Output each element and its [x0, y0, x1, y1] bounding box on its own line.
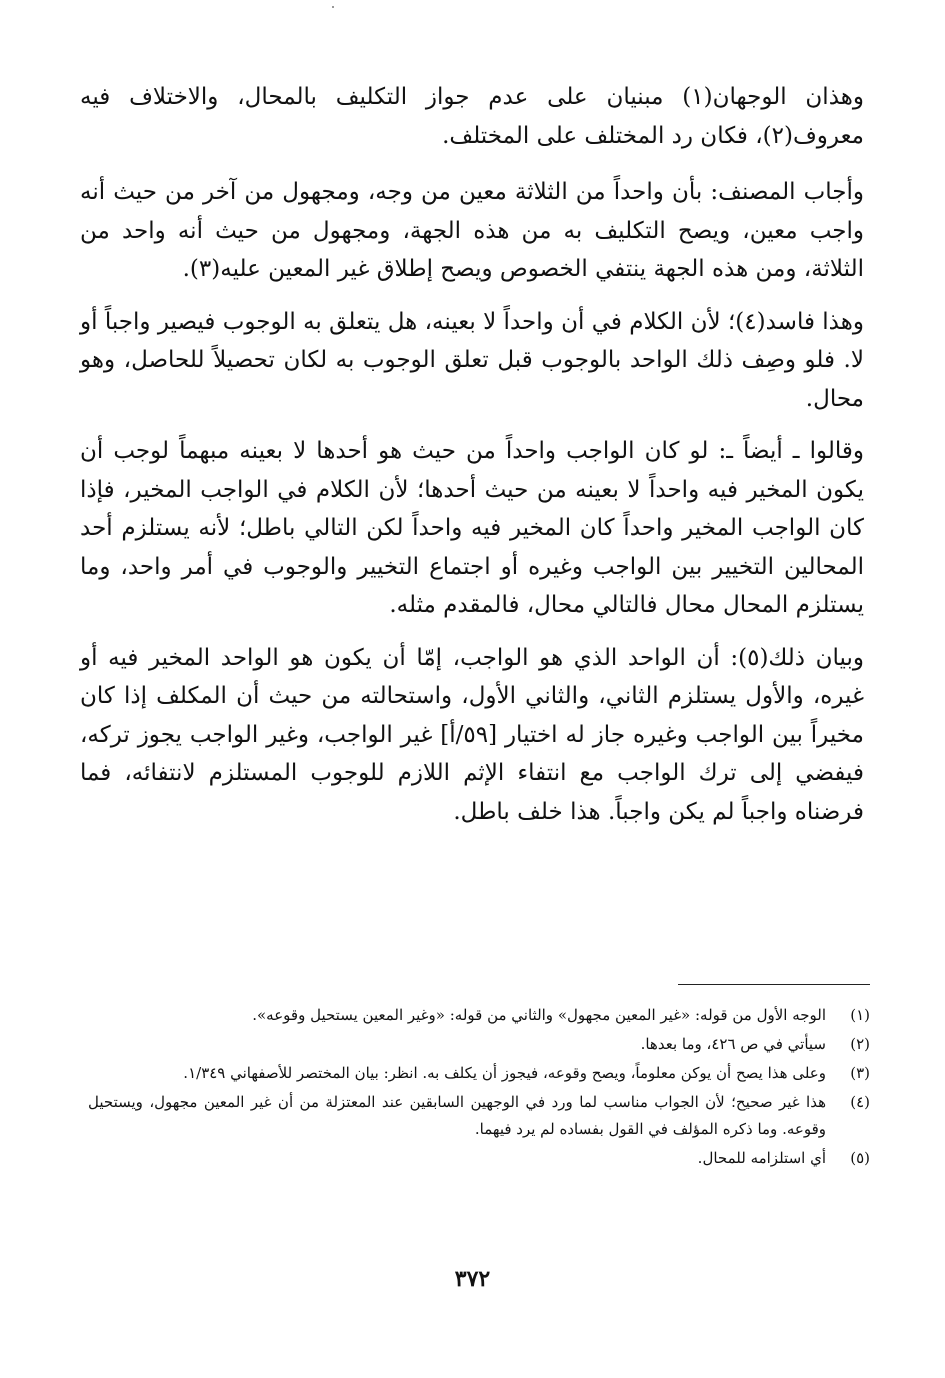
- footnote-3: [88, 1060, 870, 1087]
- scan-mark: [332, 6, 334, 8]
- footnote-number: (١): [850, 1006, 870, 1024]
- footnote-divider: [678, 984, 870, 985]
- footnote-1: [88, 1002, 870, 1029]
- paragraph-5: وبيان ذلك(٥): أن الواحد الذي هو الواجب، إمّا أن يكون هو الواحد المخير فيه أو غيره، والأول يستلزم الثاني، والثاني الأول، واستحالته من حيث أن المكلف إذا كان مخيراً بين الواجب وغيره جاز له اختيار [٥٩/أ] غير الواجب، وغير الواجب يجوز تركه، فيفضي إلى ترك الواجب مع انتفاء الإثم اللازم للوجوب المستلزم لانتفائه، فما فرضناه واجباً لم يكن واجباً. هذا خلف باطل.: [80, 644, 865, 825]
- footnote-text: الوجه الأول من قوله: «غير المعين مجهول» والثاني من قوله: «وغير المعين يستحيل وقوعه».: [252, 1006, 826, 1024]
- footnote-text: سيأتي في ص ٤٢٦، وما بعدها.: [640, 1035, 826, 1053]
- footnote-2: [88, 1031, 870, 1058]
- footnote-number: (٣): [850, 1064, 870, 1082]
- paragraph-1: وهذان الوجهان(١) مبنيان على عدم جواز التكليف بالمحال، والاختلاف فيه معروف(٢)، فكان رد المختلف على المختلف.: [80, 84, 865, 149]
- footnote-text: هذا غير صحيح؛ لأن الجواب مناسب لما ورد في الوجهين السابقين عند المعتزلة من أن غير المعين مجهول، ويستحيل وقوعه. وما ذكره المؤلف في القول بفساده لم يرد فيهما.: [88, 1093, 826, 1138]
- footnote-number: (٥): [850, 1149, 870, 1167]
- footnote-text: وعلى هذا يصح أن يوكن معلوماً، ويصح وقوعه، فيجوز أن يكلف به. انظر: بيان المختصر للأصفهاني ١/٣٤٩.: [183, 1064, 826, 1082]
- footnote-text: أي استلزامه للمحال.: [697, 1149, 826, 1167]
- paragraph-2: وأجاب المصنف: بأن واحداً من الثلاثة معين من وجه، ومجهول من آخر من حيث أنه واجب معين، ويصح التكليف به من هذه الجهة، ومجهول من حيث أنه واحد من الثلاثة، ومن هذه الجهة ينتفي الخصوص ويصح إطلاق غير المعين عليه(٣).: [80, 179, 864, 282]
- footnotes: [88, 1002, 870, 1174]
- paragraph-3: وهذا فاسد(٤)؛ لأن الكلام في أن واحداً لا بعينه، هل يتعلق به الوجوب فيصير واجباً أو لا. فلو وصِف ذلك الواحد بالوجوب قبل تعلق الوجوب به لكان تحصيلاً للحاصل، وهو محال.: [80, 308, 864, 412]
- footnote-number: (٢): [850, 1035, 870, 1053]
- paragraph-4: وقالوا ـ أيضاً ـ: لو كان الواجب واحداً من حيث هو أحدها لا بعينه مبهماً لوجب أن يكون المخير فيه واحداً لا بعينه من حيث أحدها؛ لأن الكلام في الواجب المخير، فإذا كان الواجب المخير واحداً كان المخير فيه واحداً لكن التالي باطل؛ لأنه يستلزم أحد المحالين التخيير بين الواجب وغيره أو اجتماع التخيير والوجوب في أمر واحد، وما يستلزم المحال محال فالتالي محال، فالمقدم مثله.: [80, 438, 864, 618]
- page-number: ٣٧٢: [454, 1266, 491, 1292]
- main-text: [80, 78, 864, 845]
- footnote-5: [88, 1145, 870, 1172]
- footnote-number: (٤): [850, 1093, 870, 1111]
- footnote-4: [88, 1089, 870, 1143]
